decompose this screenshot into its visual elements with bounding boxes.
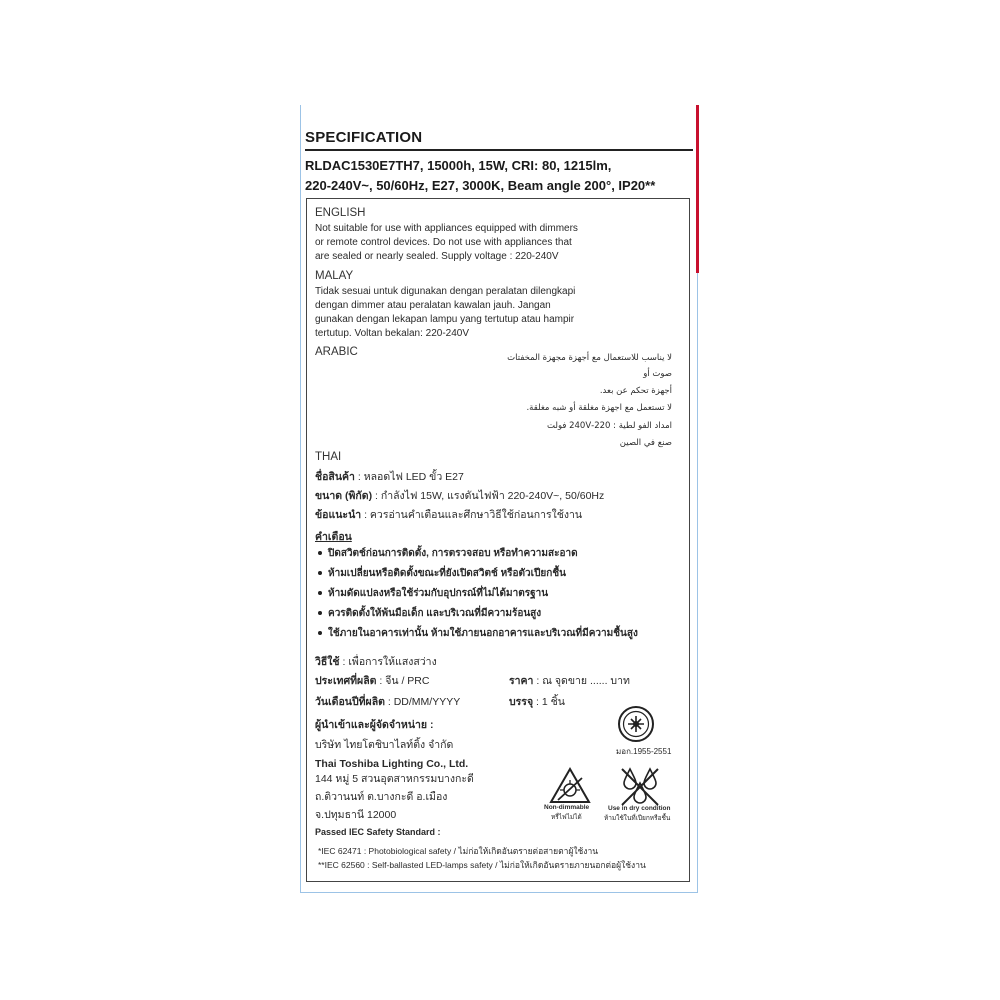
thai-heading: THAI [315,451,342,463]
country-row [315,674,429,688]
advice-value: : ควรอ่านคำเตือนและศึกษาวิธีใช้ก่อนการใช้งาน [361,509,583,521]
rating-value: : กำลังไฟ 15W, แรงดันไฟฟ้า 220-240V~, 50/60Hz [372,490,605,502]
iec-heading: Passed IEC Safety Standard : [315,827,441,837]
bullet-icon [318,571,322,575]
pack-value: : 1 ชิ้น [533,696,565,708]
bullet-icon [318,611,322,615]
malay-heading: MALAY [315,270,354,282]
price-label: ราคา [509,675,534,687]
english-line: are sealed or nearly sealed. Supply voltage : 220-240V [315,251,559,262]
arabic-line: صنع في الصين [619,438,672,448]
bullet-icon [318,631,322,635]
importer-line: จ.ปทุมธานี 12000 [315,809,397,821]
product-name-value: : หลอดไฟ LED ขั้ว E27 [354,471,464,483]
usage-label: วิธีใช้ [315,656,340,668]
importer-heading: ผู้นำเข้าและผู้จัดจำหน่าย : [315,719,434,731]
arabic-line: لا تستعمل مع اجهزة مغلقة أو شبه مغلقة. [526,403,672,413]
pack-row [509,695,565,709]
price-row [509,674,630,688]
date-row [315,695,460,709]
arabic-line: أجهزة تحكم عن بعد. [599,386,672,396]
country-value: : จีน / PRC [376,675,430,687]
usage-value: : เพื่อการให้แสงสว่าง [339,656,437,668]
rating-row [315,489,604,503]
dry-condition-label: Use in dry condition [608,805,671,812]
price-value: : ณ จุดขาย ...... บาท [533,675,630,687]
non-dimmable-label-thai: หรี่ไฟไม่ได้ [551,814,582,821]
date-label: วันเดือนปีที่ผลิต [315,696,385,708]
iec-line-2: **IEC 62560 : Self-ballasted LED-lamps safety / ไม่ก่อให้เกิดอันตรายภายนอกต่อผู้ใช้งาน [318,860,646,870]
warning-item: ห้ามดัดแปลงหรือใช้ร่วมกับอุปกรณ์ที่ไม่ได้มาตรฐาน [318,587,548,601]
spec-divider [305,149,693,151]
warning-heading: คำเตือน [315,531,352,543]
tis-certification-icon [617,705,655,743]
arabic-heading: ARABIC [315,346,358,358]
rating-label: ขนาด (พิกัด) [315,490,373,502]
warning-item: ใช้ภายในอาคารเท่านั้น ห้ามใช้ภายนอกอาคารและบริเวณที่มีความชื้นสูง [318,627,638,641]
advice-row [315,508,582,522]
tis-standard-number: มอก.1955-2551 [616,747,672,756]
frame-red-accent [696,105,699,273]
non-dimmable-label: Non-dimmable [544,804,590,811]
product-name-label: ชื่อสินค้า [315,471,355,483]
importer-line: 144 หมู่ 5 สวนอุตสาหกรรมบางกะดี [315,773,474,785]
non-dimmable-icon [548,766,592,806]
malay-line: tertutup. Voltan bekalan: 220-240V [315,328,470,339]
english-line: or remote control devices. Do not use with appliances that [315,237,572,248]
product-name-row [315,470,464,484]
frame-left-edge [300,105,301,893]
warning-item: ห้ามเปลี่ยนหรือติดตั้งขณะที่ยังเปิดสวิตช์ หรือตัวเปียกชื้น [318,567,566,581]
importer-line: Thai Toshiba Lighting Co., Ltd. [315,758,469,770]
warning-item: ควรติดตั้งให้พ้นมือเด็ก และบริเวณที่มีความร้อนสูง [318,607,541,621]
bullet-icon [318,551,322,555]
arabic-line: صوت أو [643,369,672,379]
english-line: Not suitable for use with appliances equipped with dimmers [315,223,578,234]
spec-title: SPECIFICATION [305,129,423,146]
warning-item: ปิดสวิตช์ก่อนการติดตั้ง, การตรวจสอบ หรือทำความสะอาด [318,547,578,561]
malay-line: Tidak sesuai untuk digunakan dengan peralatan dilengkapi [315,286,576,297]
advice-label: ข้อแนะนำ [315,509,362,521]
malay-line: gunakan dengan lekapan lampu yang tertutup atau hampir [315,314,575,325]
malay-line: dengan dimmer atau peralatan kawalan jauh. Jangan [315,300,551,311]
iec-line-1: *IEC 62471 : Photobiological safety / ไม่ก่อให้เกิดอันตรายต่อสายตาผู้ใช้งาน [318,846,599,856]
arabic-line: لا يناسب للاستعمال مع أجهزة مجهزة المخفتات [507,353,672,363]
spec-line-1: RLDAC1530E7TH7, 15000h, 15W, CRI: 80, 1215lm, [305,158,612,173]
frame-bottom-edge [300,892,698,893]
arabic-line: امداد الفو لطية : 220-240V فولت [547,421,672,431]
dry-condition-icon [618,765,662,807]
bullet-icon [318,591,322,595]
importer-line: บริษัท ไทยโตชิบาไลท์ติ้ง จำกัด [315,739,454,751]
importer-line: ถ.ติวานนท์ ต.บางกะดี อ.เมือง [315,791,448,803]
spec-line-2: 220-240V~, 50/60Hz, E27, 3000K, Beam angle 200°, IP20** [305,178,656,193]
pack-label: บรรจุ [509,696,534,708]
dry-condition-label-thai: ห้ามใช้ในที่เปียกหรือชื้น [604,815,671,822]
english-heading: ENGLISH [315,207,366,219]
date-value: : DD/MM/YYYY [384,696,461,708]
usage-row [315,655,437,669]
country-label: ประเทศที่ผลิต [315,675,377,687]
